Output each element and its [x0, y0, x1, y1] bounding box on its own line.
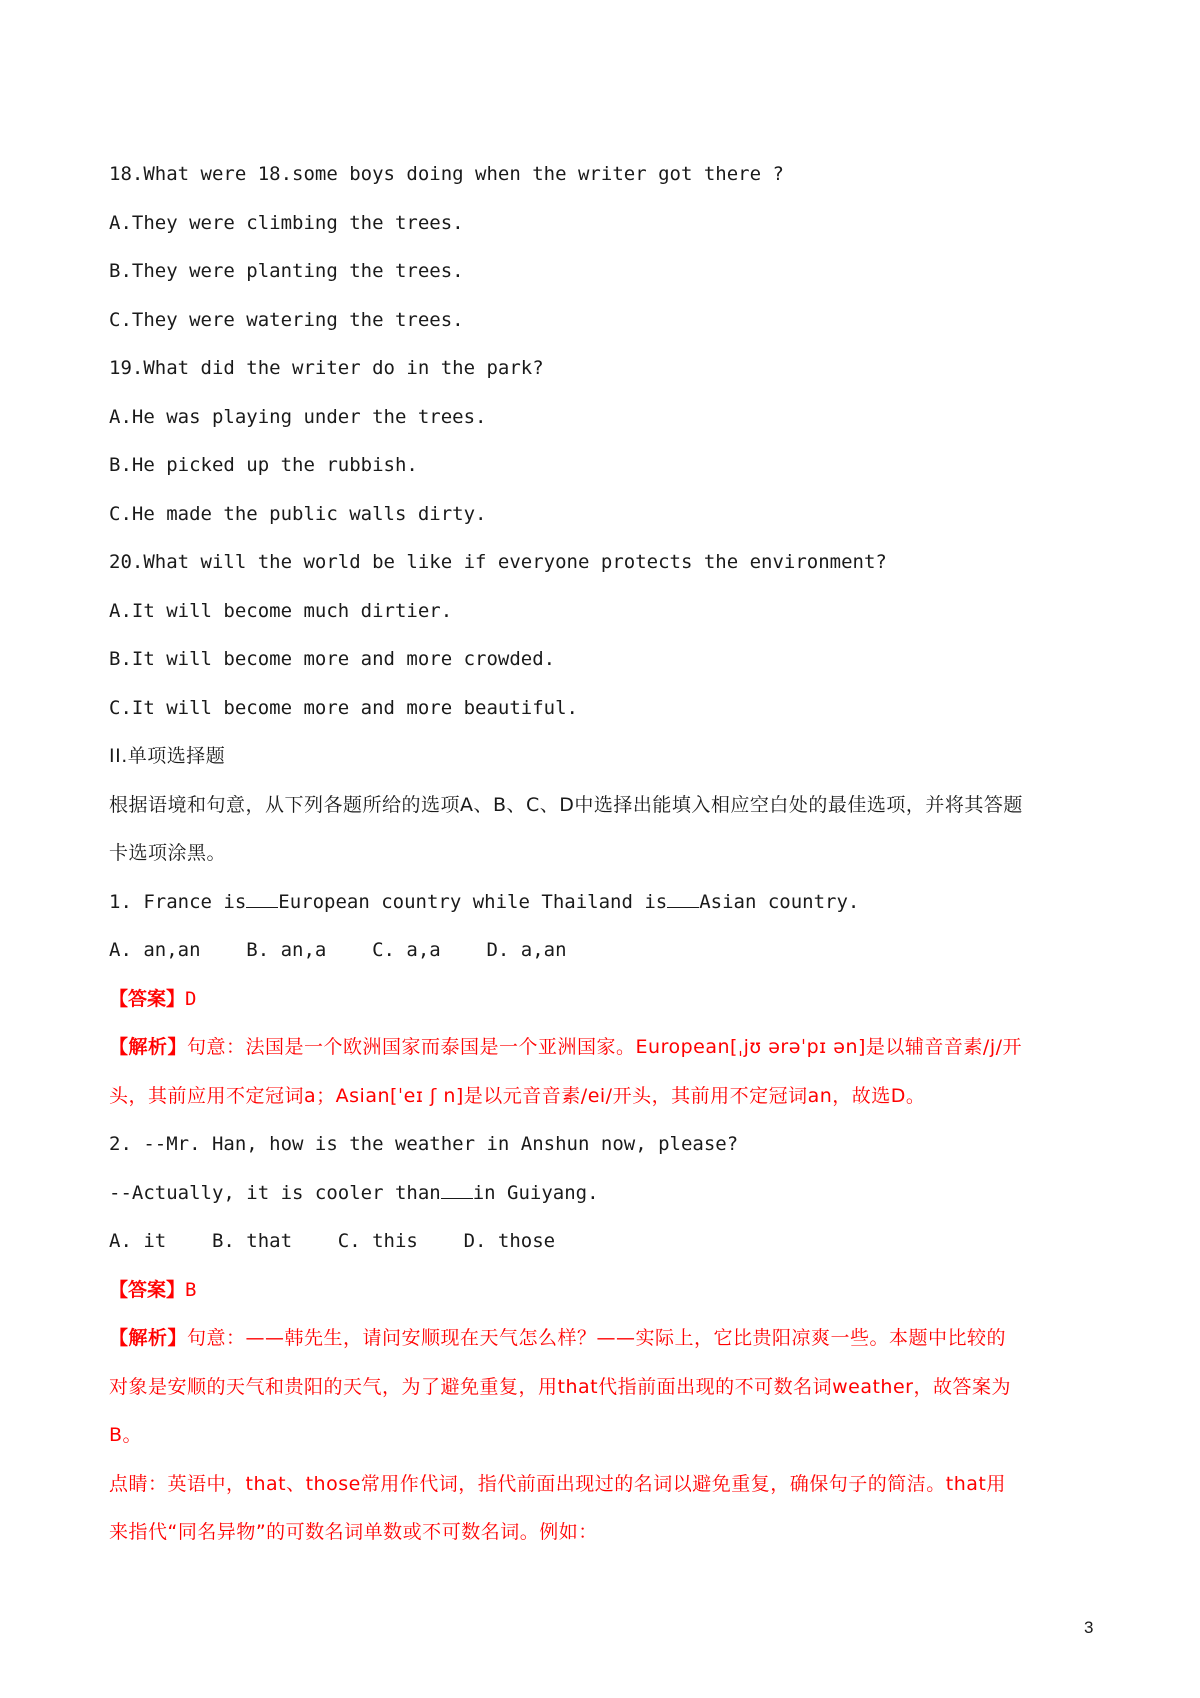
question-20-option-c: C.It will become more and more beautiful.: [109, 696, 578, 719]
question-18-option-b: B.They were planting the trees.: [109, 260, 464, 282]
section-heading: II.单项选择题: [109, 745, 226, 767]
answer-value: B: [185, 1278, 197, 1301]
answer-value: D: [185, 987, 197, 1010]
answer-blank: [246, 889, 278, 908]
analysis-tag: 【解析】: [109, 1036, 188, 1058]
question-1-answer: [109, 975, 1109, 1024]
question-1-options: A. an,an B. an,a C. a,a D. a,an: [109, 939, 567, 961]
answer-tag: 【答案】: [109, 1278, 186, 1301]
question-19-stem: 19.What did the writer do in the park?: [109, 357, 544, 379]
section-instruction-line-2: 卡选项涂黑。: [109, 842, 227, 864]
question-1-analysis-line-2: 头，其前应用不定冠词a；Asian[ˈeɪ ʃ n]是以元音音素/ei/开头，其前用不定冠词an，故选D。: [109, 1084, 926, 1107]
question-19-option-a: A.He was playing under the trees.: [109, 405, 487, 428]
question-2-tip-line-2: 来指代“同名异物”的可数名词单数或不可数名词。例如：: [109, 1521, 598, 1543]
question-20-option-a: A.It will become much dirtier.: [109, 599, 453, 622]
answer-blank: [667, 889, 699, 908]
question-1-stem: [109, 878, 1109, 927]
section-instruction-line-1: 根据语境和句意，从下列各题所给的选项A、B、C、D中选择出能填入相应空白处的最佳选项，并将其答题: [109, 793, 1023, 816]
question-2-tip-line-1: 点睛：英语中，that、those常用作代词，指代前面出现过的名词以避免重复，确保句子的简洁。that用: [109, 1472, 1006, 1495]
answer-tag: 【答案】: [109, 987, 186, 1010]
question-2-analysis-line-2: 对象是安顺的天气和贵阳的天气，为了避免重复，用that代指前面出现的不可数名词weather，故答案为: [109, 1375, 1011, 1398]
question-1-analysis-line-1: [109, 1023, 1109, 1072]
analysis-tag: 【解析】: [109, 1327, 188, 1349]
question-1-stem-part-2: European country while Thailand is: [278, 890, 668, 913]
question-1-stem-part-3: Asian country.: [699, 890, 860, 913]
question-20-stem: 20.What will the world be like if everyone protects the environment?: [109, 551, 887, 573]
question-2-stem: 2. --Mr. Han, how is the weather in Anshun now, please?: [109, 1133, 739, 1155]
question-2-reply-part-1: --Actually, it is cooler than: [109, 1181, 441, 1204]
question-2-analysis-line-1: [109, 1314, 1109, 1363]
page-content: [109, 150, 1109, 1557]
question-2-reply: [109, 1169, 1109, 1218]
question-18-stem: 18.What were 18.some boys doing when the writer got there ?: [109, 163, 784, 185]
question-2-answer: [109, 1266, 1109, 1315]
question-1-stem-part-1: 1. France is: [109, 890, 247, 913]
analysis-text: 句意：法国是一个欧洲国家而泰国是一个亚洲国家。European[ˌjʊ ərəˈpɪ ən]是以辅音音素/j/开: [187, 1036, 1023, 1058]
analysis-text: 句意：——韩先生，请问安顺现在天气怎么样？——实际上，它比贵阳凉爽一些。本题中比较的: [187, 1327, 1007, 1349]
question-20-option-b: B.It will become more and more crowded.: [109, 648, 556, 670]
question-19-option-c: C.He made the public walls dirty.: [109, 502, 487, 525]
question-2-analysis-line-3: B。: [109, 1424, 143, 1446]
question-19-option-b: B.He picked up the rubbish.: [109, 454, 418, 476]
question-18-option-c: C.They were watering the trees.: [109, 308, 464, 331]
question-2-reply-part-2: in Guiyang.: [472, 1181, 599, 1204]
answer-blank: [441, 1180, 473, 1199]
page-number: 3: [1084, 1618, 1094, 1637]
question-2-options: A. it B. that C. this D. those: [109, 1230, 556, 1252]
question-18-option-a: A.They were climbing the trees.: [109, 211, 464, 234]
